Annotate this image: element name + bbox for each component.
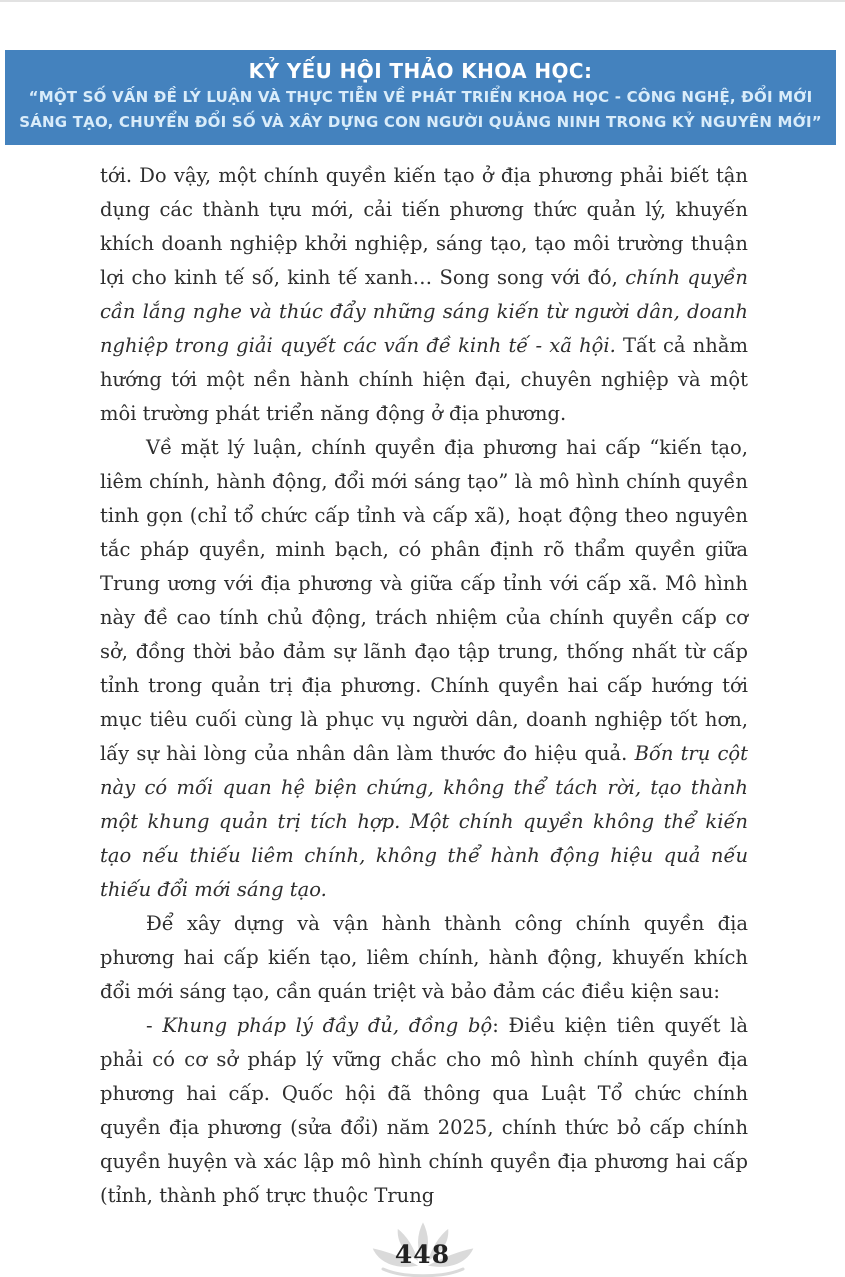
text-run: : Điều kiện tiên quyết là phải có cơ sở pháp lý vững chắc cho mô hình chính quyền địa phương hai cấp. Quốc hội đã thông qua Luật Tổ chức chính quyền địa phương (sửa đổi) năm 2025, chính thức bỏ cấp chính quyền huyện và xác lập mô hình chính quyền địa phương hai cấp (tỉnh, thành phố trực thuộc Trung bbox=[100, 1014, 749, 1207]
proceedings-subtitle-line1: “MỘT SỐ VẤN ĐỀ LÝ LUẬN VÀ THỰC TIỄN VỀ PHÁT TRIỂN KHOA HỌC - CÔNG NGHỆ, ĐỔI MỚI bbox=[28, 88, 813, 106]
page-top-edge bbox=[0, 0, 845, 2]
proceedings-subtitle-line2: SÁNG TẠO, CHUYỂN ĐỔI SỐ VÀ XÂY DỰNG CON NGƯỜI QUẢNG NINH TRONG KỶ NGUYÊN MỚI” bbox=[19, 113, 822, 131]
text-run: Để xây dựng và vận hành thành công chính quyền địa phương hai cấp kiến tạo, liêm chính, hành động, khuyến khích đổi mới sáng tạo, cần quán triệt và bảo đảm các điều kiện sau: bbox=[100, 912, 748, 1003]
paragraph bbox=[100, 1009, 748, 1213]
text-run-italic: Khung pháp lý đầy đủ, đồng bộ bbox=[162, 1014, 493, 1037]
text-run: - bbox=[146, 1014, 163, 1037]
text-run-italic: chính quyền cần lắng nghe và thúc đẩy những sáng kiến từ người dân, doanh nghiệp trong giải quyết các vấn đề kinh tế - xã hội. bbox=[100, 266, 748, 357]
proceedings-title: KỶ YẾU HỘI THẢO KHOA HỌC: bbox=[248, 59, 593, 83]
header-band bbox=[5, 50, 836, 145]
text-run: Về mặt lý luận, chính quyền địa phương hai cấp “kiến tạo, liêm chính, hành động, đổi mới sáng tạo” là mô hình chính quyền tinh gọn (chỉ tổ chức cấp tỉnh và cấp xã), hoạt động theo nguyên tắc pháp quyền, minh bạch, có phân định rõ thẩm quyền giữa Trung ương với địa phương và giữa cấp tỉnh với cấp xã. Mô hình này đề cao tính chủ động, trách nhiệm của chính quyền cấp cơ sở, đồng thời bảo đảm sự lãnh đạo tập trung, thống nhất từ cấp tỉnh trong quản trị địa phương. Chính quyền hai cấp hướng tới mục tiêu cuối cùng là phục vụ người dân, doanh nghiệp tốt hơn, lấy sự hài lòng của nhân dân làm thước đo hiệu quả. bbox=[100, 436, 748, 765]
text-run: Tất cả nhằm hướng tới một nền hành chính hiện đại, chuyên nghiệp và một môi trường phát triển năng động ở địa phương. bbox=[100, 334, 748, 425]
text-run-italic: Bốn trụ cột này có mối quan hệ biện chứng, không thể tách rời, tạo thành một khung quản trị tích hợp. Một chính quyền không thể kiến tạo nếu thiếu liêm chính, không thể hành động hiệu quả nếu thiếu đổi mới sáng tạo. bbox=[100, 742, 748, 901]
text-run: tới. Do vậy, một chính quyền kiến tạo ở địa phương phải biết tận dụng các thành tựu mới, cải tiến phương thức quản lý, khuyến khích doanh nghiệp khởi nghiệp, sáng tạo, tạo môi trường thuận lợi cho kinh tế số, kinh tế xanh… Song song với đó, bbox=[100, 164, 748, 289]
body-text bbox=[100, 159, 748, 1213]
page-footer bbox=[0, 1219, 845, 1277]
paragraph bbox=[100, 159, 748, 431]
paragraph bbox=[100, 907, 748, 1009]
page-number: 448 bbox=[394, 1240, 451, 1269]
paragraph bbox=[100, 431, 748, 907]
